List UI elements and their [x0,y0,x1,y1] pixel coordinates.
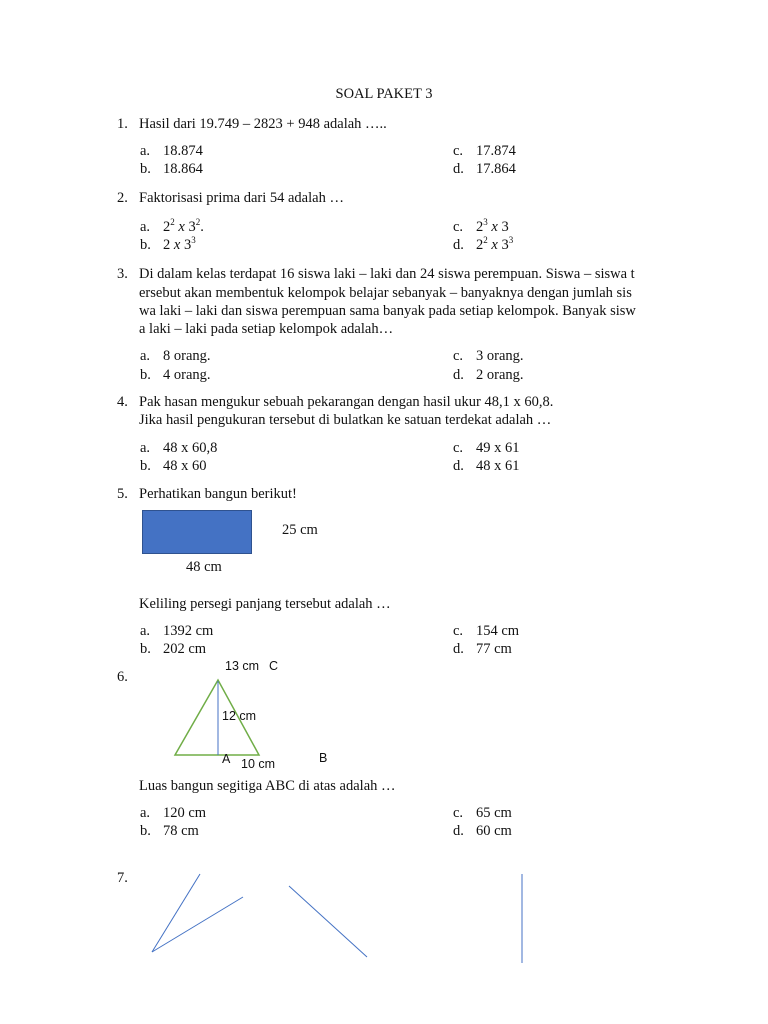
option-c: 17.874 [476,143,516,159]
question-number: 6. [117,669,128,685]
question-text: Hasil dari 19.749 – 2823 + 948 adalah ….. [139,116,387,132]
height-label: 25 cm [282,522,318,538]
option-a: 1392 cm [163,623,214,639]
angle-ray-1 [152,874,200,952]
height-label: 12 cm [222,709,257,723]
page-title: SOAL PAKET 3 [335,86,433,102]
option-b: 78 cm [163,823,199,839]
option-b: 202 cm [163,641,207,657]
width-label: 48 cm [186,559,222,575]
option-d: $2^2$ x $3^3$ [476,235,514,253]
question-number: 5. [117,486,128,502]
option-letter: c. [453,805,464,821]
option-c: 65 cm [476,805,512,821]
option-b: 4 orang. [163,367,211,383]
option-letter: c. [453,219,464,235]
option-letter: d. [453,367,464,383]
option-letter: a. [140,143,151,159]
question-text-line: a laki – laki pada setiap kelompok adalah… [139,321,394,337]
question-text: Perhatikan bangun berikut! [139,486,297,502]
option-c: 154 cm [476,623,520,639]
question-text-line: Jika hasil pengukuran tersebut di bulatkan ke satuan terdekat adalah … [139,412,552,428]
option-letter: a. [140,440,151,456]
option-letter: a. [140,623,151,639]
option-a: 120 cm [163,805,207,821]
option-d: 17.864 [476,161,516,177]
option-a: $2^2$ x $3^2$. [163,217,204,235]
question-number: 3. [117,266,128,282]
question-text-line: ersebut akan membentuk kelompok belajar sebanyak – banyaknya dengan jumlah sis [139,285,632,301]
option-c: 49 x 61 [476,440,520,456]
question-text-line: Di dalam kelas terdapat 16 siswa laki – laki dan 24 siswa perempuan. Siswa – siswa t [139,266,635,282]
option-letter: d. [453,237,464,253]
base-label: 10 cm [241,757,276,771]
angle-ray-2 [152,897,243,952]
option-b: 2 x $3^3$ [163,235,196,253]
question-number: 7. [117,870,128,886]
option-a: 48 x 60,8 [163,440,218,456]
option-letter: d. [453,161,464,177]
option-letter: b. [140,367,151,383]
option-c: 3 orang. [476,348,524,364]
option-b: 18.864 [163,161,203,177]
option-letter: a. [140,805,151,821]
question-number: 2. [117,190,128,206]
option-letter: b. [140,161,151,177]
question-number: 4. [117,394,128,410]
question-text: Keliling persegi panjang tersebut adalah … [139,596,391,612]
option-letter: b. [140,641,151,657]
option-a: 8 orang. [163,348,211,364]
option-d: 48 x 61 [476,458,520,474]
option-c: $2^3$ x 3 [476,217,509,235]
question-text-line: wa laki – laki dan siswa perempuan sama banyak pada setiap kelompok. Banyak sisw [139,303,636,319]
option-d: 77 cm [476,641,512,657]
option-b: 48 x 60 [163,458,207,474]
vertex-label-b: B [319,751,328,765]
vertex-label-c: C [269,659,279,673]
option-letter: d. [453,458,464,474]
vertex-label-a: A [222,752,231,766]
option-letter: c. [453,348,464,364]
question-text: Faktorisasi prima dari 54 adalah … [139,190,344,206]
option-letter: b. [140,458,151,474]
question-text-line: Pak hasan mengukur sebuah pekarangan dengan hasil ukur 48,1 x 60,8. [139,394,554,410]
question-text: Luas bangun segitiga ABC di atas adalah … [139,778,396,794]
side-label-top: 13 cm [225,659,260,673]
option-letter: c. [453,440,464,456]
option-letter: a. [140,348,151,364]
option-letter: c. [453,143,464,159]
option-d: 60 cm [476,823,512,839]
option-letter: d. [453,823,464,839]
question-number: 1. [117,116,128,132]
option-letter: b. [140,823,151,839]
option-d: 2 orang. [476,367,524,383]
option-letter: c. [453,623,464,639]
diagonal-line [289,886,367,957]
option-letter: a. [140,219,151,235]
option-letter: b. [140,237,151,253]
option-letter: d. [453,641,464,657]
option-a: 18.874 [163,143,203,159]
